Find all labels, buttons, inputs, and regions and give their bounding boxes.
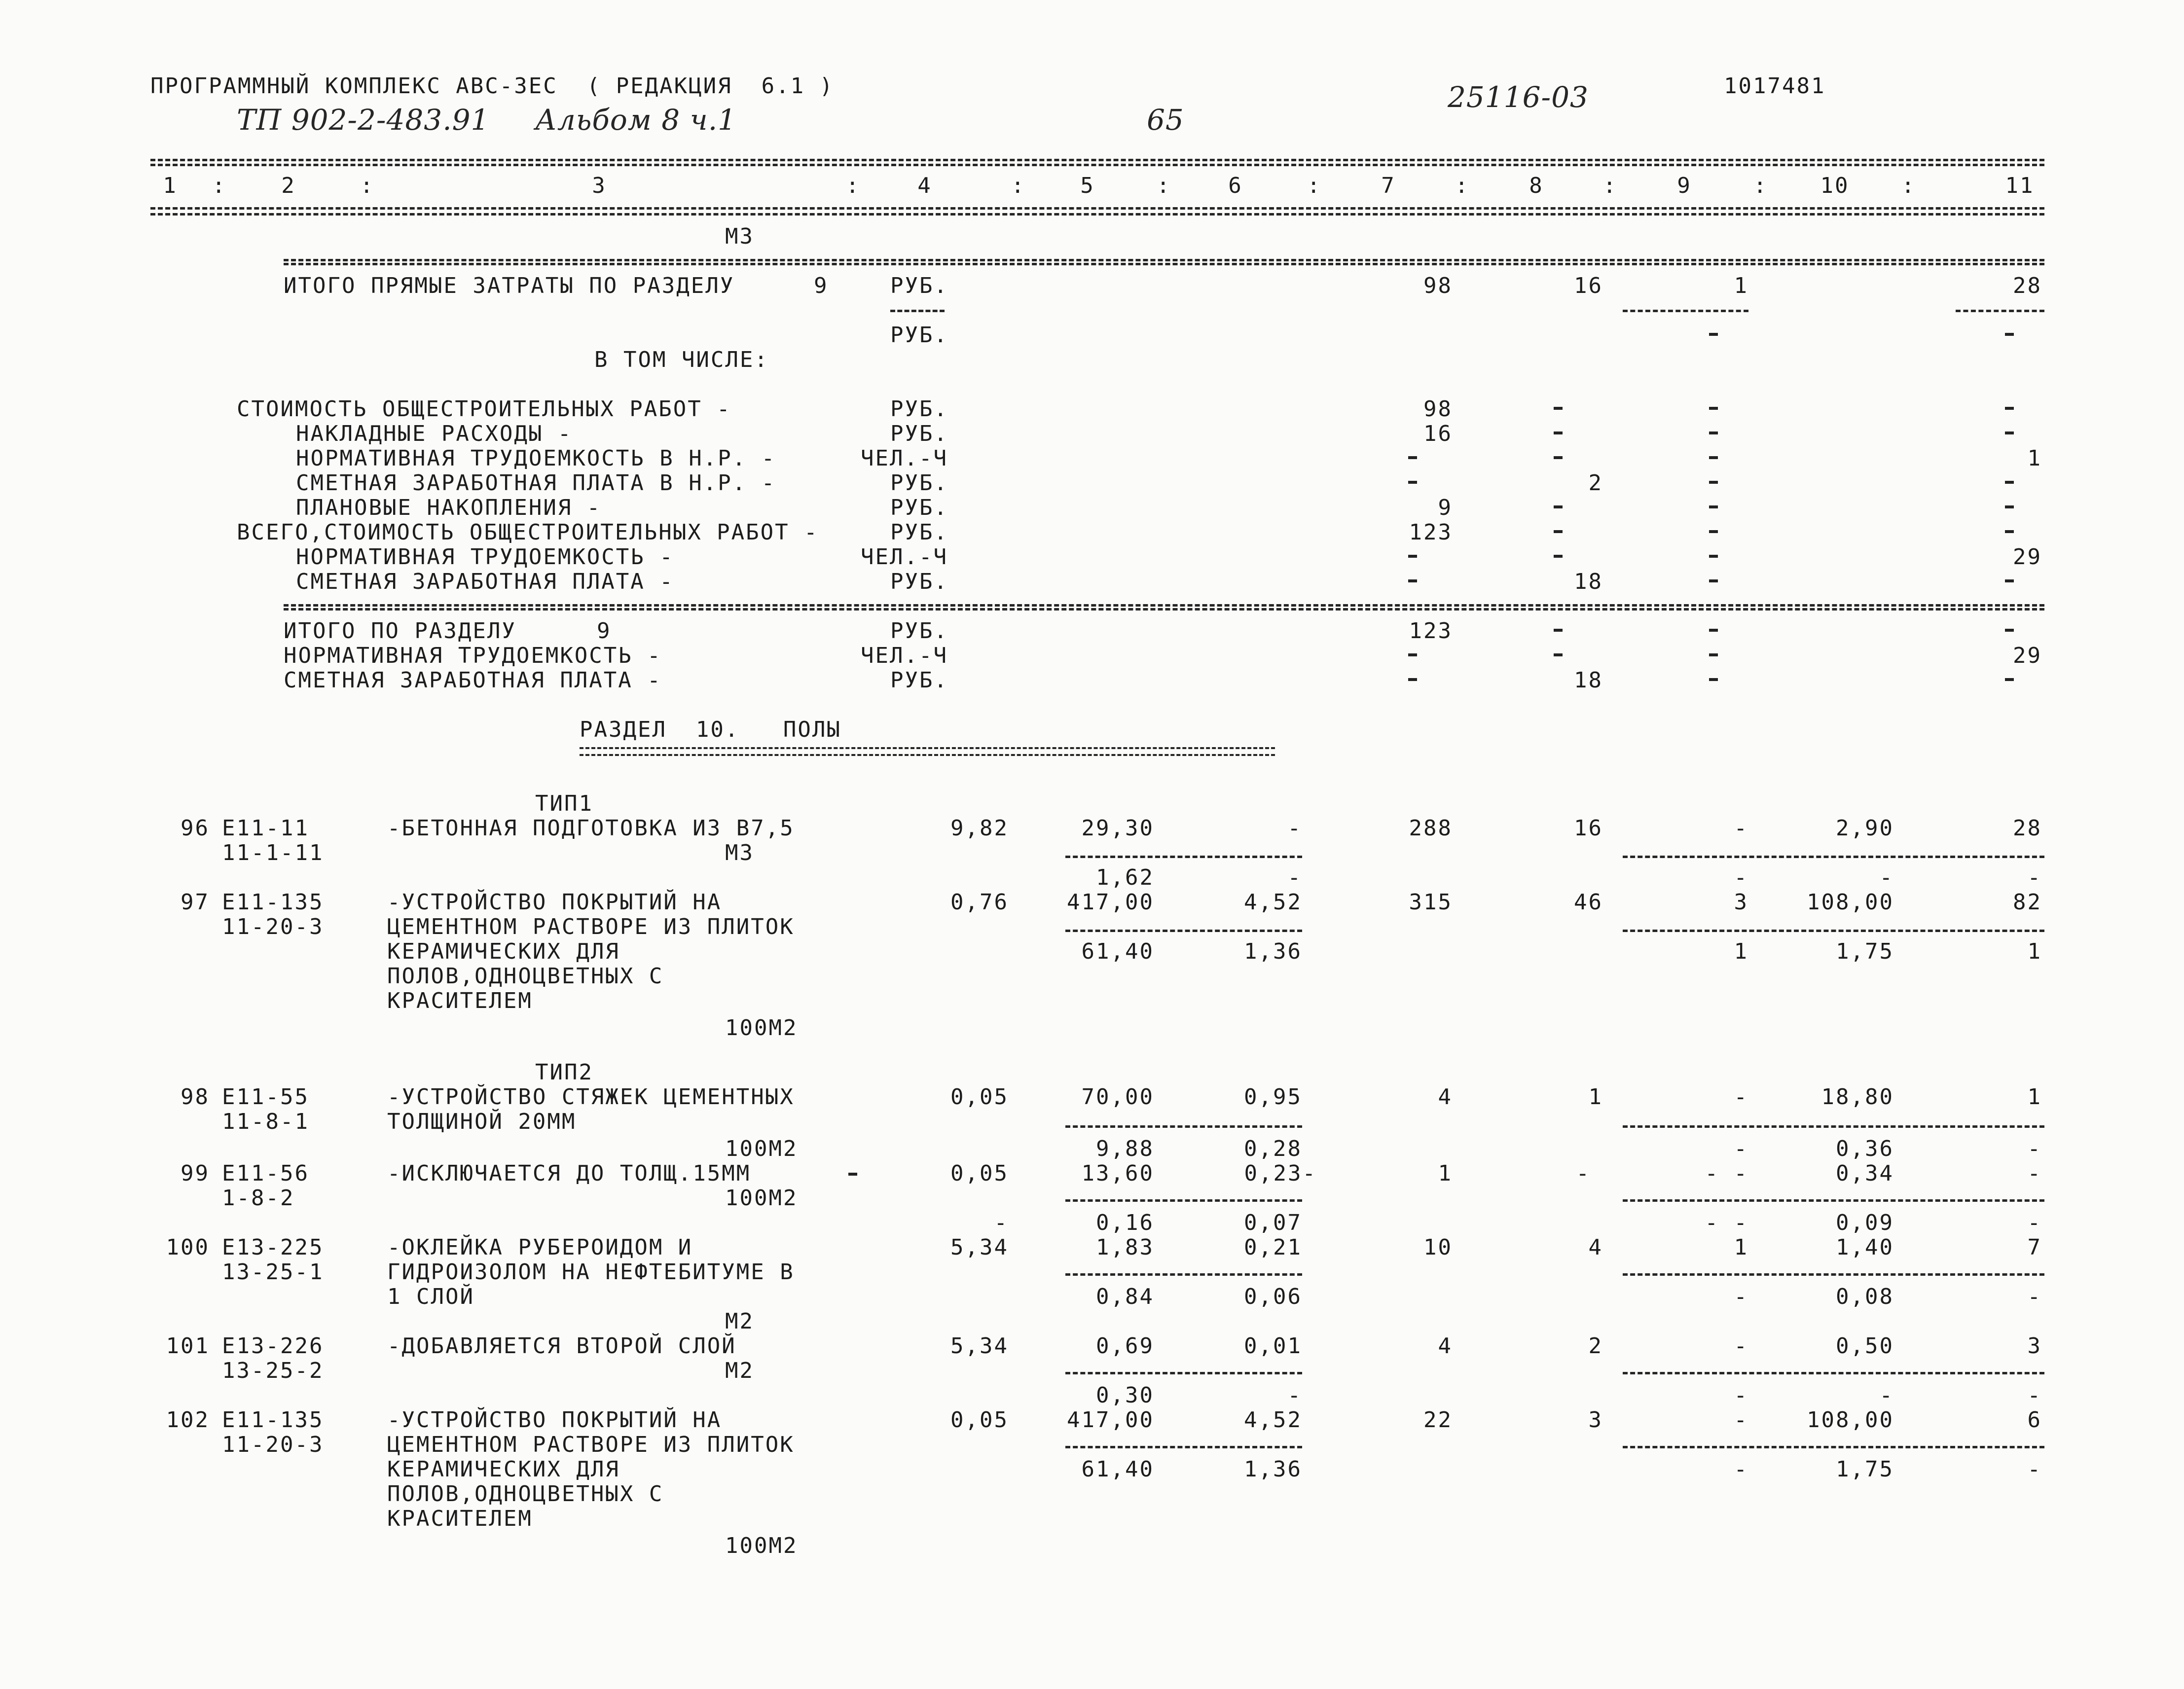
col6-sub: 0,28 [1244, 1136, 1302, 1161]
col-5: 5 [1080, 173, 1095, 198]
unit: М3 [725, 840, 754, 865]
rule-section9-1 [284, 259, 2044, 261]
unit-rub: РУБ. [890, 520, 948, 545]
section10-underline [580, 747, 1275, 756]
col10-value: 108,00 [1807, 1407, 1894, 1433]
unit: 100М2 [725, 1533, 798, 1558]
col11-sub: - [2027, 1284, 2042, 1309]
type2-label: ТИП2 [535, 1060, 593, 1085]
subtotal-wage-label: СМЕТНАЯ ЗАРАБОТНАЯ ПЛАТА - [284, 668, 662, 693]
col-4: 4 [917, 173, 932, 198]
dash-mark [2005, 333, 2014, 336]
unit-rub: РУБ. [890, 495, 948, 520]
total-col9: 1 [1734, 273, 1748, 298]
unit: 100М2 [725, 1136, 798, 1161]
unit-rub: РУБ. [890, 618, 948, 644]
row-number: 97 [181, 890, 210, 915]
col-9: 9 [1677, 173, 1692, 198]
description: -ИСКЛЮЧАЕТСЯ ДО ТОЛЩ.15ММ [387, 1161, 751, 1186]
row-number: 99 [181, 1161, 210, 1186]
document-number: 1017481 [1724, 73, 1826, 99]
col11-sub: - [2027, 1457, 2042, 1482]
col8-value: 1 [1588, 1084, 1603, 1110]
handwritten-project-ref: ТП 902-2-483.91 [237, 103, 490, 137]
col11-value: 3 [2027, 1333, 2042, 1359]
description: ЦЕМЕНТНОМ РАСТВОРЕ ИЗ ПЛИТОК [387, 1432, 795, 1457]
col6-value: 0,23- [1244, 1161, 1317, 1186]
unit-chel: ЧЕЛ.-Ч [861, 446, 948, 471]
rule-col9-11 [1623, 1446, 2044, 1448]
col10-value: 0,50 [1836, 1333, 1894, 1359]
col4-value: 5,34 [950, 1235, 1009, 1260]
description: -БЕТОННАЯ ПОДГОТОВКА ИЗ В7,5 [387, 816, 795, 841]
rule-header-2 [150, 213, 2044, 216]
col4-value: 9,82 [950, 816, 1009, 841]
dash-mark [2005, 481, 2014, 484]
col-6: 6 [1228, 173, 1243, 198]
col9-value: - [1734, 1333, 1748, 1359]
col9-sub: - [1734, 1284, 1748, 1309]
section9-total-label: ИТОГО ПРЯМЫЕ ЗАТРАТЫ ПО РАЗДЕЛУ [284, 273, 735, 298]
col6-value: 4,52 [1244, 890, 1302, 915]
rule-col11 [1956, 310, 2044, 312]
col-sep: : [1455, 173, 1470, 198]
col10-sub: 1,75 [1836, 1457, 1894, 1482]
col7-value: 1 [1438, 1161, 1453, 1186]
code-primary: Е11-135 [222, 890, 324, 915]
col-sep: : [1307, 173, 1322, 198]
dash-mark [1554, 456, 1563, 459]
col7-value: 315 [1409, 890, 1453, 915]
dash-mark [1408, 653, 1417, 656]
dash-mark [1554, 653, 1563, 656]
col10-sub: 0,36 [1836, 1136, 1894, 1161]
code-secondary: 13-25-2 [222, 1358, 324, 1383]
section9-subtotal-num: 9 [597, 618, 612, 644]
line-labor: НОРМАТИВНАЯ ТРУДОЕМКОСТЬ - [296, 544, 674, 570]
col8-value: - [1576, 1161, 1591, 1186]
line-labor-nr: НОРМАТИВНАЯ ТРУДОЕМКОСТЬ В Н.Р. - [296, 446, 776, 471]
col-10: 10 [1820, 173, 1850, 198]
unit-rub: РУБ. [890, 668, 948, 693]
wage-col8: 18 [1574, 569, 1603, 594]
col10-sub: - [1879, 1383, 1894, 1408]
col9-sub: - - [1705, 1210, 1748, 1235]
handwritten-page-number: 65 [1147, 103, 1184, 137]
program-header: ПРОГРАММНЫЙ КОМПЛЕКС АВС-3ЕС ( РЕДАКЦИЯ 6.1 ) [150, 73, 835, 99]
line-wage: СМЕТНАЯ ЗАРАБОТНАЯ ПЛАТА - [296, 569, 674, 594]
section9-subtotal-label: ИТОГО ПО РАЗДЕЛУ [284, 618, 516, 644]
dash-mark [1408, 555, 1417, 558]
total-col11: 28 [2013, 273, 2042, 298]
col6-value: - [1287, 816, 1302, 841]
col5-value: 1,83 [1096, 1235, 1154, 1260]
rule-col56 [1065, 930, 1302, 932]
col7-value: 10 [1423, 1235, 1453, 1260]
col-8: 8 [1529, 173, 1544, 198]
description: ЦЕМЕНТНОМ РАСТВОРЕ ИЗ ПЛИТОК [387, 914, 795, 939]
description: КРАСИТЕЛЕМ [387, 988, 533, 1013]
unit-rub: РУБ. [890, 470, 948, 496]
dash-mark [2005, 505, 2014, 508]
handwritten-code: 25116-03 [1448, 80, 1589, 114]
dash-mark [2005, 407, 2014, 410]
col10-value: 108,00 [1807, 890, 1894, 915]
col-11: 11 [2005, 173, 2035, 198]
unit-rub: РУБ. [890, 569, 948, 594]
col9-value: - [1734, 1084, 1748, 1110]
col-3: 3 [592, 173, 607, 198]
subtotal-value: 123 [1409, 618, 1453, 644]
col11-sub: - [2027, 1210, 2042, 1235]
description: ПОЛОВ,ОДНОЦВЕТНЫХ С [387, 1481, 664, 1507]
total-col8: 16 [1574, 273, 1603, 298]
description: -УСТРОЙСТВО СТЯЖЕК ЦЕМЕНТНЫХ [387, 1084, 795, 1110]
dash-mark [1709, 333, 1718, 336]
col11-sub: - [2027, 1136, 2042, 1161]
code-primary: Е13-225 [222, 1235, 324, 1260]
col6-sub: - [1287, 1383, 1302, 1408]
dash-mark [1709, 407, 1718, 410]
col4-value: 5,34 [950, 1333, 1009, 1359]
col-2: 2 [281, 173, 296, 198]
total-general-value: 123 [1409, 520, 1453, 545]
dash-mark [1408, 579, 1417, 582]
line-profit: ПЛАНОВЫЕ НАКОПЛЕНИЯ - [296, 495, 602, 520]
section9-total-num: 9 [814, 273, 829, 298]
col8-value: 3 [1588, 1407, 1603, 1433]
col6-sub: 1,36 [1244, 1457, 1302, 1482]
col4-value: 0,05 [950, 1084, 1009, 1110]
col5-value: 70,00 [1081, 1084, 1154, 1110]
description: КЕРАМИЧЕСКИХ ДЛЯ [387, 939, 620, 964]
col-sep: : [1157, 173, 1171, 198]
row-number: 102 [166, 1407, 210, 1433]
dash-mark [1554, 431, 1563, 434]
dash-mark [1408, 678, 1417, 681]
section9-unit: М3 [725, 224, 754, 249]
col5-sub: 61,40 [1081, 939, 1154, 964]
col9-sub: - [1734, 1383, 1748, 1408]
dash-mark [2005, 530, 2014, 533]
description: КРАСИТЕЛЕМ [387, 1506, 533, 1531]
rule-col56 [1065, 1199, 1302, 1202]
rule-col56 [1065, 1125, 1302, 1128]
col11-sub: 1 [2027, 939, 2042, 964]
profit-value: 9 [1438, 495, 1453, 520]
col6-sub: 1,36 [1244, 939, 1302, 964]
description: -ОКЛЕЙКА РУБЕРОИДОМ И [387, 1235, 693, 1260]
col5-sub: 1,62 [1096, 865, 1154, 890]
labor-nr-col11: 1 [2027, 446, 2042, 471]
col-sep: : [1603, 173, 1618, 198]
col8-value: 4 [1588, 1235, 1603, 1260]
subtotal-labor-col11: 29 [2013, 643, 2042, 668]
col5-value: 417,00 [1067, 890, 1154, 915]
line-general-works: СТОИМОСТЬ ОБЩЕСТРОИТЕЛЬНЫХ РАБОТ - [237, 396, 731, 422]
col9-sub: - [1734, 1457, 1748, 1482]
code-primary: Е11-11 [222, 816, 309, 841]
rule-top-1 [150, 159, 2044, 161]
rule-col9-11 [1623, 930, 2044, 932]
col11-value: 82 [2013, 890, 2042, 915]
col4-value: 0,05 [950, 1407, 1009, 1433]
type1-label: ТИП1 [535, 791, 593, 816]
dash-mark [1709, 629, 1718, 632]
rule-rub-short [890, 310, 945, 312]
rule-col56 [1065, 1273, 1302, 1276]
code-primary: Е11-135 [222, 1407, 324, 1433]
col5-sub: 9,88 [1096, 1136, 1154, 1161]
col-sep: : [1011, 173, 1026, 198]
code-secondary: 1-8-2 [222, 1186, 295, 1211]
col10-value: 2,90 [1836, 816, 1894, 841]
general-works-value: 98 [1423, 396, 1453, 422]
rule-subtotal-1 [284, 604, 2044, 607]
col9-sub: - [1734, 1136, 1748, 1161]
dash-mark [1554, 505, 1563, 508]
code-secondary: 13-25-1 [222, 1259, 324, 1285]
col6-sub: - [1287, 865, 1302, 890]
col5-value: 0,69 [1096, 1333, 1154, 1359]
dash-mark [1554, 407, 1563, 410]
rule-col56 [1065, 1372, 1302, 1374]
rule-section9-2 [284, 263, 2044, 265]
col11-value: 7 [2027, 1235, 2042, 1260]
col4-value: 0,76 [950, 890, 1009, 915]
dash-mark [1709, 505, 1718, 508]
col6-value: 0,95 [1244, 1084, 1302, 1110]
col5-sub: 0,84 [1096, 1284, 1154, 1309]
section10-title: РАЗДЕЛ 10. ПОЛЫ [580, 717, 841, 742]
col10-sub: 0,08 [1836, 1284, 1894, 1309]
dash-mark [2005, 579, 2014, 582]
unit-chel: ЧЕЛ.-Ч [861, 544, 948, 570]
rule-col9-11 [1623, 856, 2044, 858]
col5-value: 13,60 [1081, 1161, 1154, 1186]
rule-subtotal-2 [284, 608, 2044, 611]
code-secondary: 11-8-1 [222, 1109, 309, 1134]
handwritten-album: Альбом 8 ч.1 [535, 103, 737, 137]
line-total-general: ВСЕГО,СТОИМОСТЬ ОБЩЕСТРОИТЕЛЬНЫХ РАБОТ - [237, 520, 819, 545]
col11-value: 6 [2027, 1407, 2042, 1433]
col-separators: : [212, 173, 227, 198]
subtotal-wage-col8: 18 [1574, 668, 1603, 693]
col6-value: 4,52 [1244, 1407, 1302, 1433]
col5-sub: 0,16 [1096, 1210, 1154, 1235]
code-primary: Е13-226 [222, 1333, 324, 1359]
dash-mark [1408, 456, 1417, 459]
col9-sub: 1 [1734, 939, 1748, 964]
row-number: 101 [166, 1333, 210, 1359]
col10-sub: 1,75 [1836, 939, 1894, 964]
description: ТОЛЩИНОЙ 20ММ [387, 1109, 577, 1134]
col8-value: 2 [1588, 1333, 1603, 1359]
unit-rub: РУБ. [890, 323, 948, 348]
stray-dash-mark [848, 1173, 857, 1176]
rule-col9-11 [1623, 1273, 2044, 1276]
code-secondary: 11-1-11 [222, 840, 324, 865]
col10-value: 0,34 [1836, 1161, 1894, 1186]
rule-col56 [1065, 1446, 1302, 1448]
col4-value: 0,05 [950, 1161, 1009, 1186]
col7-value: 4 [1438, 1333, 1453, 1359]
dash-mark [1709, 678, 1718, 681]
rule-col9-11 [1623, 1372, 2044, 1374]
dash-mark [1709, 456, 1718, 459]
dash-mark [1554, 530, 1563, 533]
description: ПОЛОВ,ОДНОЦВЕТНЫХ С [387, 964, 664, 989]
col6-value: 0,21 [1244, 1235, 1302, 1260]
description: 1 СЛОЙ [387, 1284, 474, 1309]
description: -УСТРОЙСТВО ПОКРЫТИЙ НА [387, 1407, 722, 1433]
col8-value: 46 [1574, 890, 1603, 915]
col11-value: 1 [2027, 1084, 2042, 1110]
col5-value: 417,00 [1067, 1407, 1154, 1433]
dash-mark [2005, 431, 2014, 434]
col9-value: - - [1705, 1161, 1748, 1186]
dash-mark [1709, 530, 1718, 533]
description: КЕРАМИЧЕСКИХ ДЛЯ [387, 1457, 620, 1482]
unit-chel: ЧЕЛ.-Ч [861, 643, 948, 668]
description: ГИДРОИЗОЛОМ НА НЕФТЕБИТУМЕ В [387, 1259, 795, 1285]
col5-sub: 0,30 [1096, 1383, 1154, 1408]
dash-mark [1709, 579, 1718, 582]
col11-value: - [2027, 1161, 2042, 1186]
dash-mark [1709, 481, 1718, 484]
col7-value: 288 [1409, 816, 1453, 841]
col5-sub: 61,40 [1081, 1457, 1154, 1482]
col-1: 1 [163, 173, 178, 198]
rule-col9-11 [1623, 1125, 2044, 1128]
col7-value: 22 [1423, 1407, 1453, 1433]
unit: 100М2 [725, 1015, 798, 1041]
code-secondary: 11-20-3 [222, 914, 324, 939]
col5-value: 29,30 [1081, 816, 1154, 841]
line-wage-nr: СМЕТНАЯ ЗАРАБОТНАЯ ПЛАТА В Н.Р. - [296, 470, 776, 496]
col10-value: 1,40 [1836, 1235, 1894, 1260]
col6-value: 0,01 [1244, 1333, 1302, 1359]
description: -ДОБАВЛЯЕТСЯ ВТОРОЙ СЛОЙ [387, 1333, 736, 1359]
col-sep: : [1753, 173, 1768, 198]
col9-value: - [1734, 816, 1748, 841]
col-7: 7 [1381, 173, 1396, 198]
unit: 100М2 [725, 1186, 798, 1211]
including-label: В ТОМ ЧИСЛЕ: [594, 347, 769, 372]
unit-rub: РУБ. [890, 421, 948, 446]
col7-value: 4 [1438, 1084, 1453, 1110]
unit: М2 [725, 1309, 754, 1334]
overhead-value: 16 [1423, 421, 1453, 446]
col11-value: 28 [2013, 816, 2042, 841]
row-number: 98 [181, 1084, 210, 1110]
labor-col11: 29 [2013, 544, 2042, 570]
col6-sub: 0,06 [1244, 1284, 1302, 1309]
dash-mark [2005, 629, 2014, 632]
dash-mark [1709, 555, 1718, 558]
rule-top-2 [150, 164, 2044, 166]
col11-sub: - [2027, 1383, 2042, 1408]
dash-mark [2005, 678, 2014, 681]
col9-value: 3 [1734, 890, 1748, 915]
description: -УСТРОЙСТВО ПОКРЫТИЙ НА [387, 890, 722, 915]
col-sep: : [846, 173, 861, 198]
col10-value: 18,80 [1821, 1084, 1894, 1110]
line-overhead: НАКЛАДНЫЕ РАСХОДЫ - [296, 421, 573, 446]
unit-rub: РУБ. [890, 396, 948, 422]
col10-sub: 0,09 [1836, 1210, 1894, 1235]
col10-sub: - [1879, 865, 1894, 890]
code-secondary: 11-20-3 [222, 1432, 324, 1457]
rule-col56 [1065, 856, 1302, 858]
wage-nr-value: 2 [1588, 470, 1603, 496]
total-col7: 98 [1423, 273, 1453, 298]
row-number: 96 [181, 816, 210, 841]
code-primary: Е11-55 [222, 1084, 309, 1110]
code-primary: Е11-56 [222, 1161, 309, 1186]
unit: М2 [725, 1358, 754, 1383]
rule-col9 [1623, 310, 1748, 312]
col9-sub: - [1734, 865, 1748, 890]
dash-mark [1709, 653, 1718, 656]
rule-col9-11 [1623, 1199, 2044, 1202]
col-sep: : [1901, 173, 1916, 198]
dash-mark [1709, 431, 1718, 434]
col4-sub: - [994, 1210, 1009, 1235]
row-number: 100 [166, 1235, 210, 1260]
col11-sub: - [2027, 865, 2042, 890]
col9-value: - [1734, 1407, 1748, 1433]
col9-value: 1 [1734, 1235, 1748, 1260]
col8-value: 16 [1574, 816, 1603, 841]
dash-mark [1554, 555, 1563, 558]
dash-mark [1554, 629, 1563, 632]
unit-rub: РУБ. [890, 273, 948, 298]
dash-mark [1408, 481, 1417, 484]
subtotal-labor-label: НОРМАТИВНАЯ ТРУДОЕМКОСТЬ - [284, 643, 662, 668]
col-sep: : [360, 173, 375, 198]
rule-header-1 [150, 207, 2044, 210]
col6-sub: 0,07 [1244, 1210, 1302, 1235]
